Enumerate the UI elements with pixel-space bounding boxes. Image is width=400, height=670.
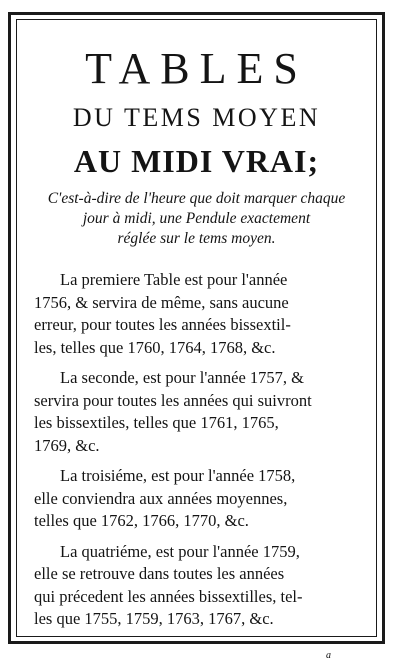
paragraph-line: elle se retrouve dans toutes les années: [34, 564, 285, 583]
title-line-2: DU TEMS MOYEN: [72, 103, 321, 132]
paragraph-line: qui précedent les années bissextilles, tel-: [34, 586, 303, 606]
subtitle-line: C'est-à-dire de l'heure que doit marquer chaque: [47, 190, 346, 207]
paragraph-line: elle conviendra aux années moyennes,: [34, 488, 288, 508]
paragraph-line: les bissextiles, telles que 1761, 1765,: [34, 413, 279, 432]
paragraph-line: les, telles que 1760, 1764, 1768, &c.: [34, 337, 276, 357]
subtitle: [20, 189, 373, 249]
subtitle-line: réglée sur le tems moyen.: [117, 230, 276, 247]
paragraph-line: La troisiéme, est pour l'année 1758,: [60, 466, 296, 485]
paragraph-line: La premiere Table est pour l'année: [60, 270, 288, 289]
paragraph-third-table: [20, 465, 373, 533]
paragraph-line: telles que 1762, 1766, 1770, &c.: [34, 511, 249, 530]
paragraph-line: La quatriéme, est pour l'année 1759,: [60, 541, 300, 561]
paragraph-fourth-table: [20, 541, 373, 631]
paragraph-line: 1756, & servira de même, sans aucune: [34, 292, 289, 312]
paragraph-line: les que 1755, 1759, 1763, 1767, &c.: [34, 609, 274, 628]
paragraph-second-table: [20, 367, 373, 457]
paragraph-line: erreur, pour toutes les années bissextil-: [34, 315, 291, 334]
paragraph-line: 1769, &c.: [34, 435, 100, 455]
title-page: [20, 19, 373, 631]
paragraph-line: La seconde, est pour l'année 1757, &: [60, 368, 304, 387]
subtitle-line: jour à midi, une Pendule exactement: [82, 210, 311, 227]
title-line-1: TABLES: [85, 44, 308, 93]
page-signature-mark: a: [326, 650, 331, 661]
paragraph-first-table: [20, 269, 373, 359]
title-line-3: AU MIDI VRAI;: [73, 143, 320, 179]
paragraph-line: servira pour toutes les années qui suivront: [34, 390, 312, 410]
